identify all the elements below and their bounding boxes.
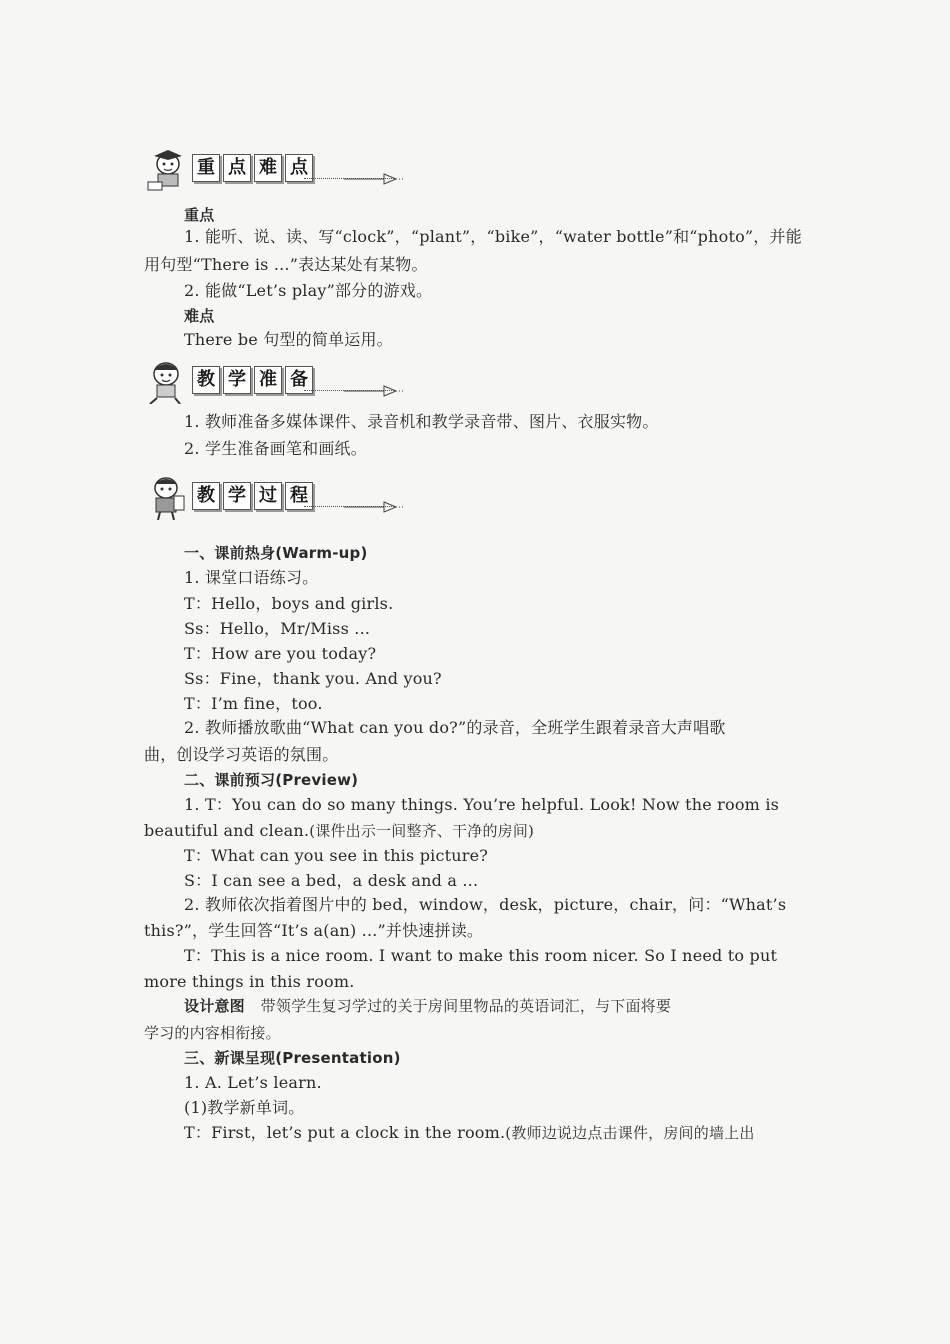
- preview-item-1b: beautiful and clean.(课件出示一间整齐、干净的房间): [144, 821, 535, 840]
- prep-item-1: 1. 教师准备多媒体课件、录音机和教学录音带、图片、衣服实物。: [184, 412, 659, 431]
- preview-heading: 二、课前预习(Preview): [184, 771, 359, 789]
- warmup-item-2a: 2. 教师播放歌曲“What can you do?”的录音，全班学生跟着录音大声唱歌: [184, 718, 726, 737]
- arrow-decoration-icon: [344, 500, 404, 514]
- presentation-heading: 三、新课呈现(Presentation): [184, 1049, 401, 1067]
- design-intent-cont: 学习的内容相衔接。: [144, 1024, 281, 1042]
- dialogue-line: Ss：Hello，Mr/Miss ...: [184, 619, 371, 638]
- key-item-2: 2. 能做“Let’s play”部分的游戏。: [184, 281, 433, 300]
- difficult-text: There be 句型的简单运用。: [184, 330, 393, 349]
- arrow-decoration-icon: [344, 172, 404, 186]
- preview-item-2b: this?”，学生回答“It’s a(an) ...”并快速拼读。: [144, 921, 484, 940]
- key-item-1b: 用句型“There is ...”表达某处有某物。: [144, 255, 428, 274]
- dialogue-line: T：What can you see in this picture?: [184, 846, 489, 865]
- heading-key: 重点: [184, 206, 215, 224]
- key-item-1a: 1. 能听、说、读、写“clock”，“plant”，“bike”，“water bottle”和“photo”，并能: [184, 227, 802, 246]
- student-backpack-mascot-icon: [144, 474, 188, 520]
- dialogue-line: Ss：Fine，thank you. And you?: [184, 669, 442, 688]
- section-title: 重 点 难 点: [192, 154, 313, 182]
- dialogue-line: T：I’m fine，too.: [184, 694, 323, 713]
- boy-mascot-icon: [144, 358, 188, 404]
- section-header-key-points: [144, 146, 414, 192]
- section-title: 教 学 准 备: [192, 366, 313, 394]
- section-title: 教 学 过 程: [192, 482, 313, 510]
- warmup-item-2b: 曲，创设学习英语的氛围。: [144, 745, 339, 764]
- heading-difficult: 难点: [184, 307, 215, 325]
- dialogue-line: T：Hello，boys and girls.: [184, 594, 394, 613]
- section-header-process: [144, 474, 414, 520]
- presentation-item-2: (1)教学新单词。: [184, 1098, 305, 1117]
- preview-item-2a: 2. 教师依次指着图片中的 bed，window，desk，picture，chair，问：“What’s: [184, 895, 787, 914]
- preview-item-1a: 1. T：You can do so many things. You’re helpful. Look! Now the room is: [184, 795, 780, 814]
- design-intent: 设计意图 带领学生复习学过的关于房间里物品的英语词汇，与下面将要: [184, 997, 672, 1015]
- dialogue-line: more things in this room.: [144, 972, 355, 991]
- warmup-item-1: 1. 课堂口语练习。: [184, 568, 319, 587]
- dialogue-line: T：How are you today?: [184, 644, 377, 663]
- warmup-heading: 一、课前热身(Warm-up): [184, 544, 368, 562]
- dialogue-line: T：This is a nice room. I want to make this room nicer. So I need to put: [184, 946, 778, 965]
- arrow-decoration-icon: [344, 384, 404, 398]
- presentation-item-3: T：First，let’s put a clock in the room.(教师边说边点击课件，房间的墙上出: [184, 1123, 755, 1142]
- student-mascot-icon: [144, 146, 188, 192]
- dialogue-line: S：I can see a bed，a desk and a ...: [184, 871, 479, 890]
- prep-item-2: 2. 学生准备画笔和画纸。: [184, 439, 367, 458]
- presentation-item-1: 1. A. Let’s learn.: [184, 1073, 322, 1092]
- section-header-preparation: [144, 358, 414, 404]
